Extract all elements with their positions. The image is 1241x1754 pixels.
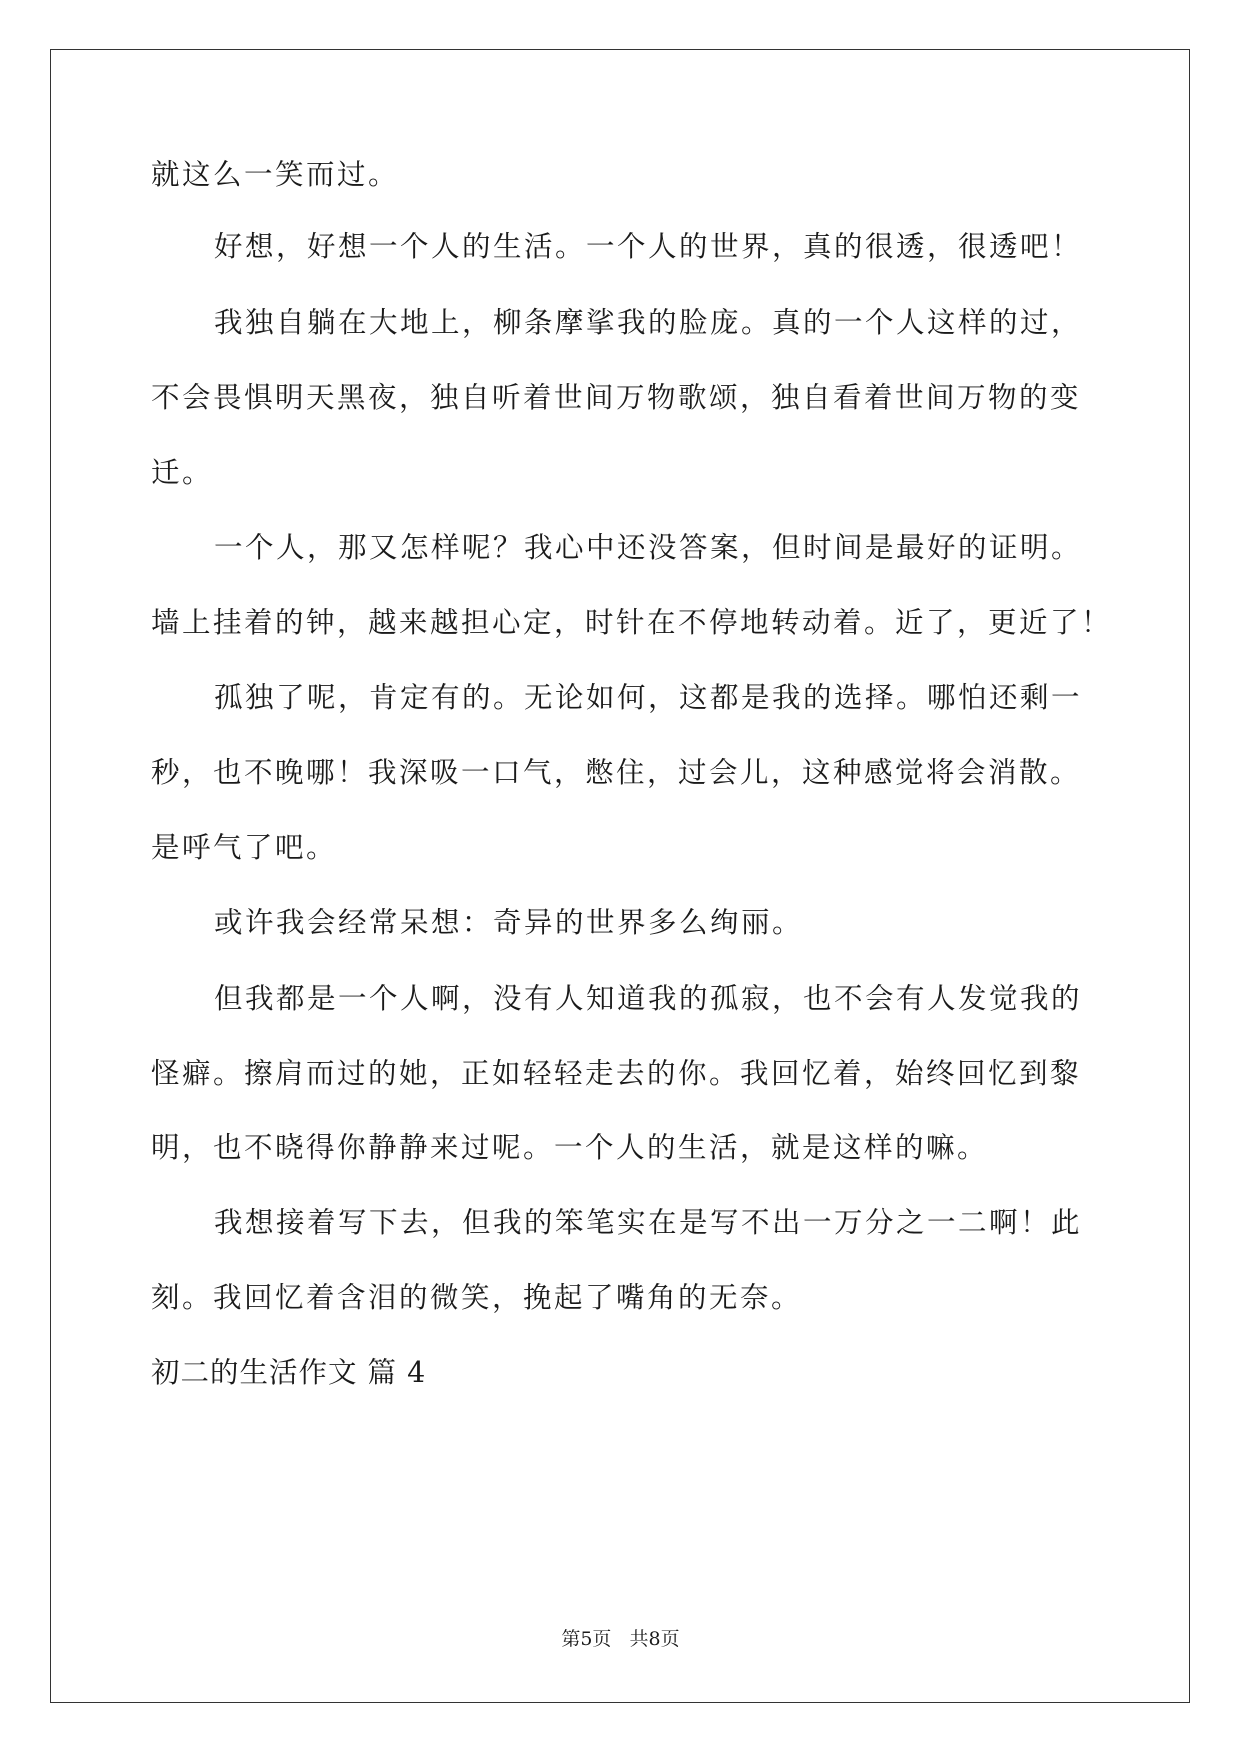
paragraph-line: 刻。我回忆着含泪的微笑，挽起了嘴角的无奈。 (151, 1281, 803, 1314)
paragraph-line: 墙上挂着的钟，越来越担心定，时针在不停地转动着。近了，更近了！ (151, 606, 1113, 639)
paragraph-line: 好想，好想一个人的生活。一个人的世界，真的很透，很透吧！ (214, 230, 1083, 263)
paragraph-line: 怪癖。擦肩而过的她，正如轻轻走去的你。我回忆着，始终回忆到黎 (151, 1057, 1082, 1090)
paragraph-line: 秒，也不晚哪！我深吸一口气，憋住，过会儿，这种感觉将会消散。 (151, 756, 1082, 789)
paragraph-line: 我独自躺在大地上，柳条摩挲我的脸庞。真的一个人这样的过， (214, 306, 1083, 339)
page-number-footer: 第5页 共8页 (561, 1628, 680, 1650)
paragraph-line: 迁。 (151, 456, 214, 489)
paragraph-line: 或许我会经常呆想：奇异的世界多么绚丽。 (214, 906, 804, 939)
paragraph-line: 是呼气了吧。 (151, 831, 338, 864)
paragraph-line: 就这么一笑而过。 (151, 158, 400, 191)
paragraph-line: 但我都是一个人啊，没有人知道我的孤寂，也不会有人发觉我的 (214, 982, 1083, 1015)
paragraph-line: 一个人，那又怎样呢？我心中还没答案，但时间是最好的证明。 (214, 531, 1083, 564)
paragraph-line: 孤独了呢，肯定有的。无论如何，这都是我的选择。哪怕还剩一 (214, 681, 1083, 714)
paragraph-line: 明，也不晓得你静静来过呢。一个人的生活，就是这样的嘛。 (151, 1131, 989, 1164)
page-border (50, 49, 1190, 1703)
section-heading: 初二的生活作文 篇 4 (151, 1356, 427, 1389)
paragraph-line: 不会畏惧明天黑夜，独自听着世间万物歌颂，独自看着世间万物的变 (151, 381, 1082, 414)
paragraph-line: 我想接着写下去，但我的笨笔实在是写不出一万分之一二啊！此 (214, 1206, 1083, 1239)
